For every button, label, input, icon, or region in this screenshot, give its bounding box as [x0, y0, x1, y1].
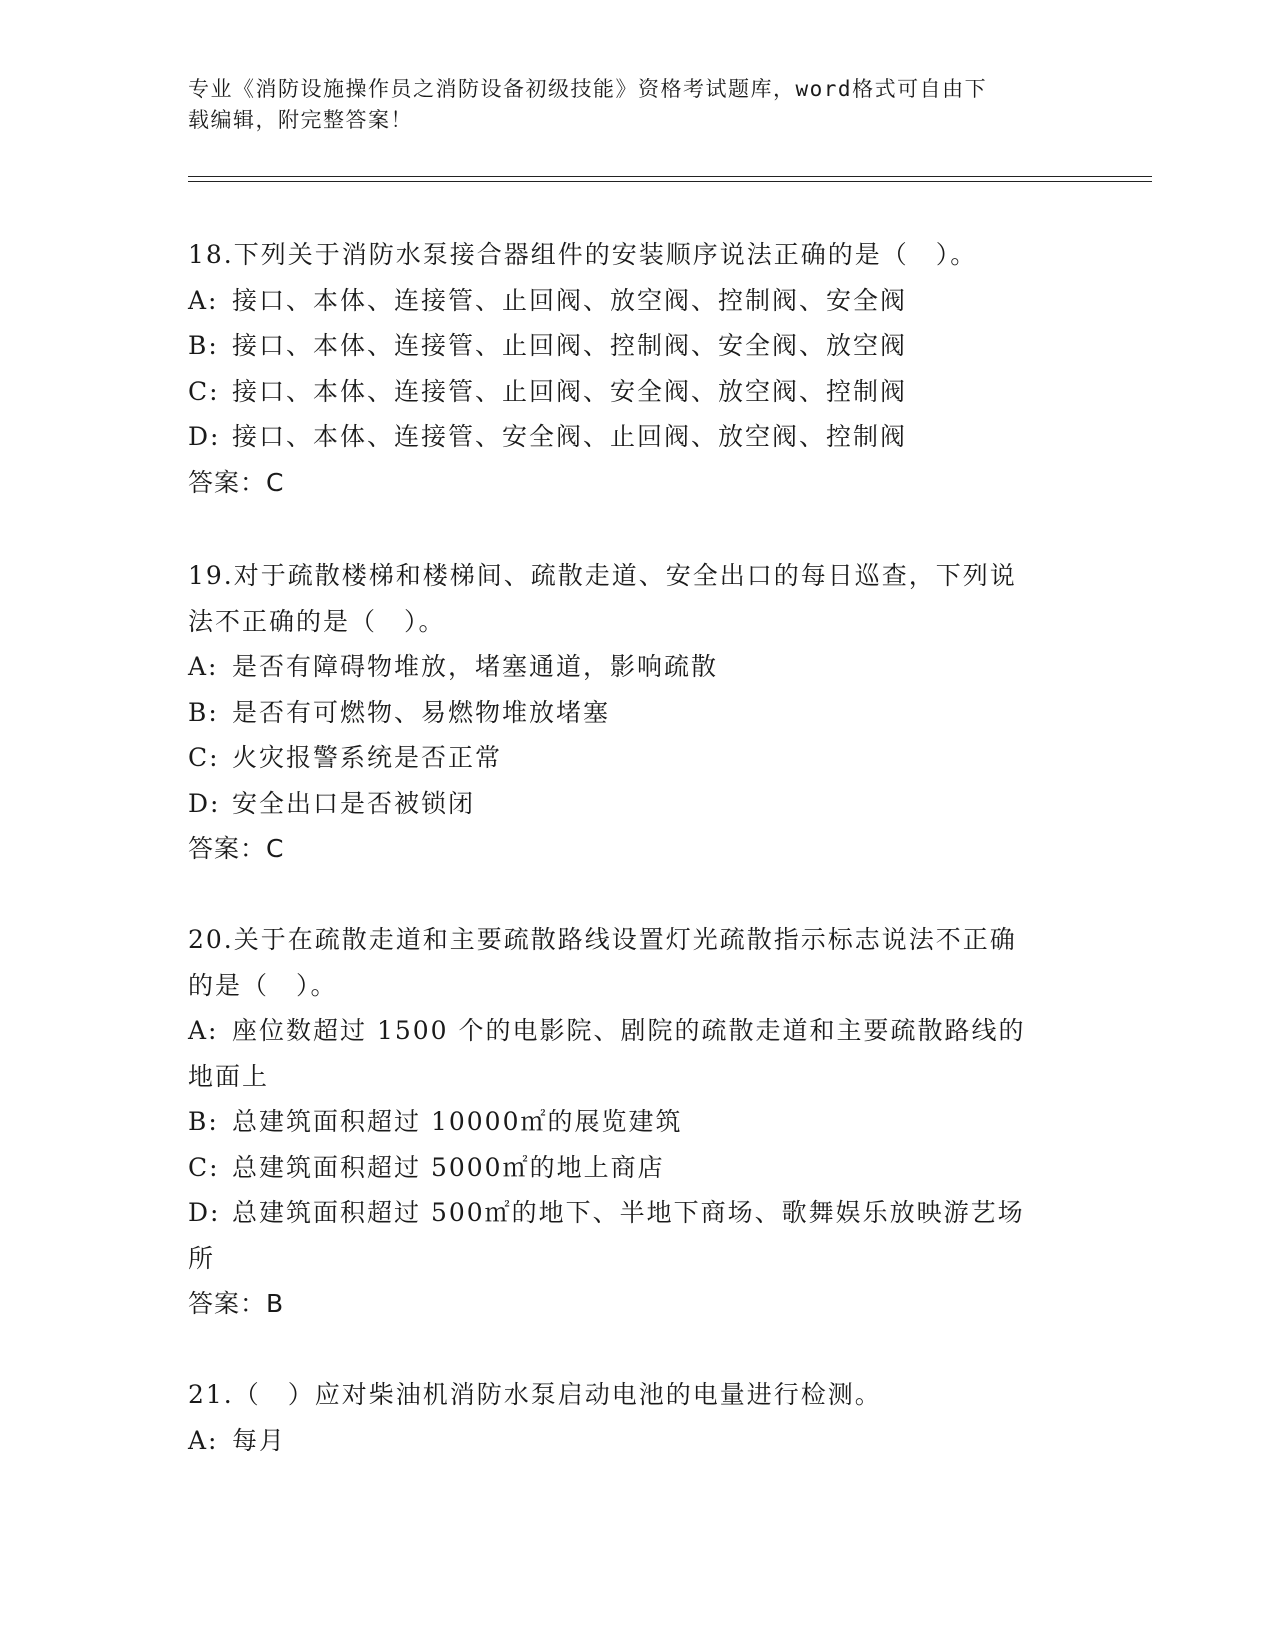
question-18: [188, 232, 1088, 505]
option-text: 总建筑面积超过 10000㎡的展览建筑: [232, 1107, 683, 1136]
header-line-1: 专业《消防设施操作员之消防设备初级技能》资格考试题库，word格式可自由下: [188, 77, 988, 101]
option-key: A:: [188, 1425, 219, 1455]
option-d: [188, 1190, 1088, 1236]
answer-label: 答案：C: [188, 467, 285, 497]
option-text: 火灾报警系统是否正常: [232, 743, 503, 772]
option-a-continued: 地面上: [188, 1061, 270, 1091]
answer-label: 答案：C: [188, 834, 285, 863]
option-key: D:: [188, 788, 221, 818]
header-line-2: 载编辑，附完整答案！: [188, 108, 413, 132]
option-b: [188, 1099, 1088, 1145]
option-key: D:: [188, 1198, 221, 1227]
option-text: 接口、本体、连接管、止回阀、安全阀、放空阀、控制阀: [232, 376, 908, 406]
option-key: C:: [188, 376, 220, 406]
option-text: 每月: [232, 1425, 287, 1455]
question-stem-continued: 法不正确的是（ ）。: [188, 606, 446, 636]
option-a: [188, 1008, 1088, 1054]
option-key: B:: [188, 331, 219, 360]
option-key: C:: [188, 743, 220, 772]
question-stem: 18.下列关于消防水泵接合器组件的安装顺序说法正确的是（ ）。: [188, 240, 978, 269]
option-key: C:: [188, 1152, 220, 1182]
option-key: A:: [188, 1016, 219, 1045]
question-stem: 20.关于在疏散走道和主要疏散路线设置灯光疏散指示标志说法不正确: [188, 925, 1017, 954]
option-c: [188, 1145, 1088, 1191]
option-text: 安全出口是否被锁闭: [232, 788, 476, 818]
document-header: [188, 74, 1068, 136]
option-text: 接口、本体、连接管、止回阀、放空阀、控制阀、安全阀: [232, 285, 908, 315]
header-divider-bottom: [188, 181, 1152, 182]
header-divider-top: [188, 176, 1152, 177]
option-text: 是否有障碍物堆放，堵塞通道，影响疏散: [232, 652, 719, 681]
option-b: [188, 323, 1088, 369]
option-text: 接口、本体、连接管、安全阀、止回阀、放空阀、控制阀: [232, 422, 908, 451]
option-key: D:: [188, 422, 221, 451]
option-d-continued: 所: [188, 1243, 216, 1273]
option-key: A:: [188, 285, 219, 315]
question-stem-continued: 的是（ ）。: [188, 970, 338, 1000]
option-a: [188, 1418, 1088, 1464]
option-key: B:: [188, 1107, 219, 1136]
option-text: 接口、本体、连接管、止回阀、控制阀、安全阀、放空阀: [232, 331, 908, 360]
option-d: [188, 414, 1088, 460]
option-text: 总建筑面积超过 500㎡的地下、半地下商场、歌舞娱乐放映游艺场: [232, 1198, 1025, 1227]
option-key: A:: [188, 652, 219, 681]
option-a: [188, 278, 1088, 324]
option-c: [188, 369, 1088, 415]
option-a: [188, 644, 1088, 690]
option-text: 总建筑面积超过 5000㎡的地上商店: [232, 1152, 665, 1182]
question-19: [188, 553, 1088, 872]
option-text: 是否有可燃物、易燃物堆放堵塞: [232, 697, 611, 727]
question-20: [188, 917, 1088, 1327]
option-b: [188, 690, 1088, 736]
question-stem: 19.对于疏散楼梯和楼梯间、疏散走道、安全出口的每日巡查，下列说: [188, 561, 1017, 590]
question-stem: 21.（ ）应对柴油机消防水泵启动电池的电量进行检测。: [188, 1380, 882, 1409]
question-21: [188, 1372, 1088, 1463]
option-d: [188, 781, 1088, 827]
answer-label: 答案：B: [188, 1289, 285, 1318]
option-key: B:: [188, 697, 219, 727]
option-c: [188, 735, 1088, 781]
option-text: 座位数超过 1500 个的电影院、剧院的疏散走道和主要疏散路线的: [232, 1016, 1026, 1045]
